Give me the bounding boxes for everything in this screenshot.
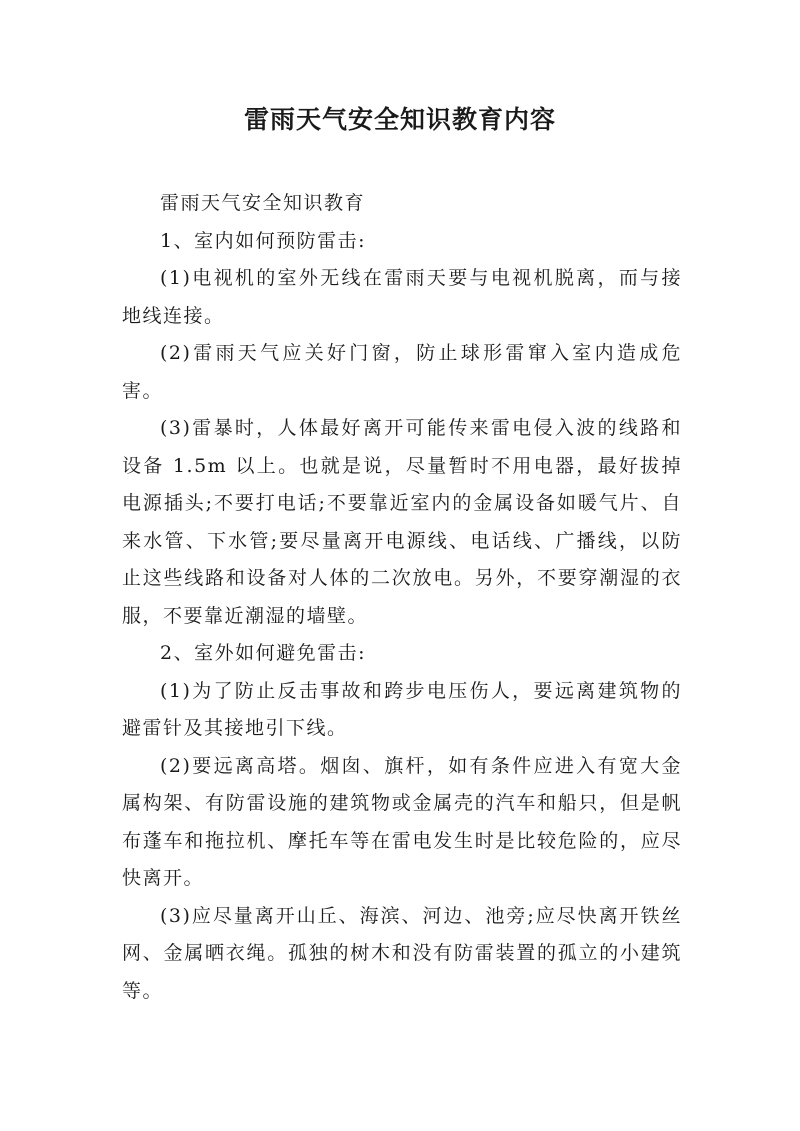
outdoor-item-1: (1)为了防止反击事故和跨步电压伤人，要远离建筑物的避雷针及其接地引下线。 — [122, 679, 682, 739]
document-body — [122, 185, 682, 1010]
indoor-item-2: (2)雷雨天气应关好门窗，防止球形雷窜入室内造成危害。 — [122, 342, 682, 402]
outdoor-item-3: (3)应尽量离开山丘、海滨、河边、池旁;应尽快离开铁丝网、金属晒衣绳。孤独的树木和没有防雷装置的孤立的小建筑等。 — [122, 904, 682, 1002]
indoor-heading: 1、室内如何预防雷击: — [160, 229, 366, 252]
outdoor-heading: 2、室外如何避免雷击: — [160, 642, 366, 664]
indoor-item-3: (3)雷暴时，人体最好离开可能传来雷电侵入波的线路和设备 1.5m 以上。也就是说，尽量暂时不用电器，最好拔掉电源插头;不要打电话;不要靠近室内的金属设备如暖气片、自来水管、下水管;要尽量离开电源线、电话线、广播线，以防止这些线路和设备对人体的二次放电。另外，不要穿潮湿的衣服，不要靠近潮湿的墙壁。 — [122, 417, 682, 627]
outdoor-item-2: (2)要远离高塔。烟囱、旗杆，如有条件应进入有宽大金属构架、有防雷设施的建筑物或金属壳的汽车和船只，但是帆布蓬车和拖拉机、摩托车等在雷电发生时是比较危险的，应尽快离开。 — [122, 754, 682, 889]
document-title: 雷雨天气安全知识教育内容 — [243, 105, 556, 134]
section-heading: 雷雨天气安全知识教育 — [160, 192, 366, 214]
indoor-item-1: (1)电视机的室外无线在雷雨天要与电视机脱离，而与接地线连接。 — [122, 267, 682, 327]
